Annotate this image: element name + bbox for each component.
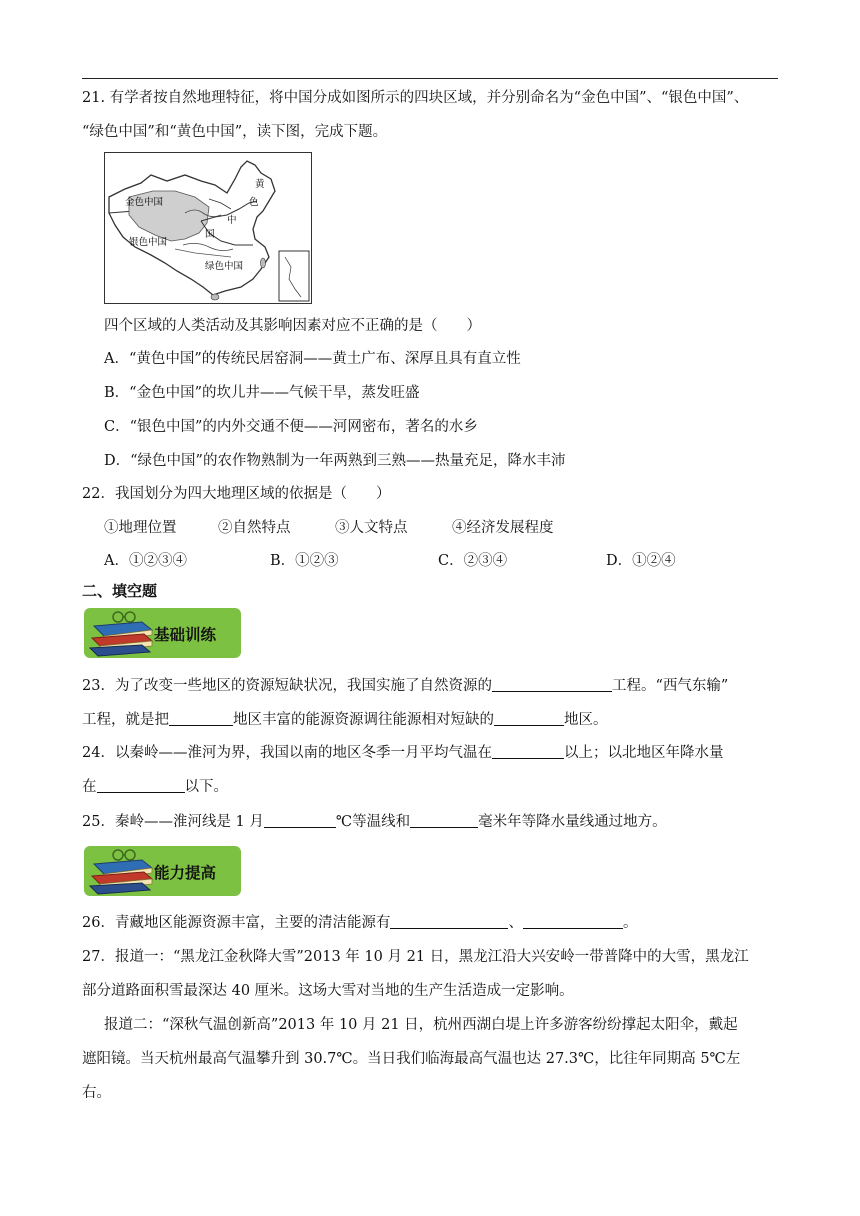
q22-option-c: C．②③④ bbox=[438, 553, 508, 569]
q21-option-b: B．“金色中国”的坎儿井——气候干旱，蒸发旺盛 bbox=[104, 385, 420, 401]
q23-blank-1[interactable] bbox=[492, 676, 612, 692]
map-label-silver: 银色中国 bbox=[129, 237, 168, 248]
q25-text-2: ℃等温线和 bbox=[335, 814, 411, 830]
q22-option-a: A．①②③④ bbox=[104, 553, 187, 569]
q22-option-d: D．①②④ bbox=[606, 553, 676, 569]
q21-option-d: D．“绿色中国”的农作物熟制为一年两熟到三熟——热量充足，降水丰沛 bbox=[104, 453, 566, 469]
header-rule bbox=[82, 78, 778, 79]
q23-text-4: 地区丰富的能源资源调往能源相对短缺的 bbox=[233, 712, 494, 728]
q25-text-1: 25．秦岭——淮河线是 1 月 bbox=[82, 814, 264, 830]
books-icon bbox=[86, 608, 156, 658]
badge-basic-training-label: 基础训练 bbox=[154, 626, 217, 644]
q24-blank-2[interactable] bbox=[97, 777, 185, 793]
q24-blank-1[interactable] bbox=[492, 743, 564, 759]
q22-item-3: ③人文特点 bbox=[335, 520, 408, 536]
map-label-yellow-4: 国 bbox=[205, 229, 215, 240]
q24-text-2: 以上；以北地区年降水量 bbox=[563, 745, 724, 761]
badge-basic-training bbox=[84, 608, 241, 658]
map-drawing bbox=[105, 153, 311, 303]
q24-line2 bbox=[82, 777, 228, 797]
q26-line1 bbox=[82, 913, 637, 933]
q23-line2 bbox=[82, 710, 608, 730]
badge-ability-improve bbox=[84, 846, 241, 896]
q24-text-4: 以下。 bbox=[184, 779, 228, 795]
q26-text-1: 26．青藏地区能源资源丰富，主要的清洁能源有 bbox=[82, 915, 391, 931]
q26-blank-1[interactable] bbox=[390, 913, 508, 929]
q24-text-3: 在 bbox=[82, 779, 97, 795]
q21-line1: 21. 有学者按自然地理特征，将中国分成如图所示的四块区域，并分别命名为“金色中国”、“银色中国”、 bbox=[82, 90, 749, 106]
q21-line2: “绿色中国”和“黄色中国”，读下图，完成下题。 bbox=[82, 124, 388, 140]
q22-item-1: ①地理位置 bbox=[104, 520, 177, 536]
q24-text-1: 24．以秦岭——淮河为界，我国以南的地区冬季一月平均气温在 bbox=[82, 745, 492, 761]
q23-text-1: 23．为了改变一些地区的资源短缺状况，我国实施了自然资源的 bbox=[82, 678, 492, 694]
map-label-green: 绿色中国 bbox=[205, 261, 244, 272]
q23-text-3: 工程，就是把 bbox=[82, 712, 169, 728]
q22-option-b: B．①②③ bbox=[270, 553, 339, 569]
q26-blank-2[interactable] bbox=[523, 913, 623, 929]
q23-line1 bbox=[82, 676, 728, 696]
q22-item-4: ④经济发展程度 bbox=[452, 520, 554, 536]
q26-text-2: 、 bbox=[508, 915, 523, 931]
q26-text-3: 。 bbox=[622, 915, 638, 931]
q25-blank-1[interactable] bbox=[264, 812, 336, 828]
q27-line2: 部分道路面积雪最深达 40 厘米。这场大雪对当地的生产生活造成一定影响。 bbox=[82, 983, 574, 999]
q25-text-3: 毫米年等降水量线通过地方。 bbox=[478, 814, 667, 830]
q23-text-5: 地区。 bbox=[564, 712, 608, 728]
q23-blank-3[interactable] bbox=[494, 710, 564, 726]
map-label-yellow-2: 色 bbox=[249, 197, 259, 208]
map-label-yellow-3: 中 bbox=[227, 215, 237, 226]
books-icon bbox=[86, 846, 156, 896]
section-heading-fill-blank: 二、填空题 bbox=[82, 582, 158, 600]
q27-line4: 遮阳镜。当天杭州最高气温攀升到 30.7℃。当日我们临海最高气温也达 27.3℃，比往年同期高 5℃左 bbox=[82, 1051, 741, 1067]
q21-option-c: C．“银色中国”的内外交通不便——河网密布，著名的水乡 bbox=[104, 419, 478, 435]
q24-line1 bbox=[82, 743, 723, 763]
q21-option-a: A．“黄色中国”的传统民居窑洞——黄土广布、深厚且具有直立性 bbox=[104, 351, 521, 367]
q27-line5: 右。 bbox=[82, 1085, 111, 1101]
q22-stem: 22．我国划分为四大地理区域的依据是（ ） bbox=[82, 486, 391, 502]
q27-line1: 27．报道一：“黑龙江金秋降大雪”2013 年 10 月 21 日，黑龙江沿大兴安岭一带普降中的大雪，黑龙江 bbox=[82, 949, 749, 965]
q27-line3: 报道二：“深秋气温创新高”2013 年 10 月 21 日，杭州西湖白堤上许多游客纷纷撑起太阳伞，戴起 bbox=[104, 1017, 738, 1033]
q25-line1 bbox=[82, 812, 667, 832]
q23-blank-2[interactable] bbox=[169, 710, 233, 726]
china-regions-map bbox=[104, 152, 312, 304]
map-label-gold: 金色中国 bbox=[125, 197, 164, 208]
q25-blank-2[interactable] bbox=[410, 812, 478, 828]
badge-ability-improve-label: 能力提高 bbox=[154, 864, 217, 882]
map-label-yellow-1: 黄 bbox=[255, 179, 265, 190]
q21-stem: 四个区域的人类活动及其影响因素对应不正确的是（ ） bbox=[104, 318, 481, 334]
q22-item-2: ②自然特点 bbox=[218, 520, 291, 536]
q23-text-2: 工程。“西气东输” bbox=[611, 678, 729, 694]
